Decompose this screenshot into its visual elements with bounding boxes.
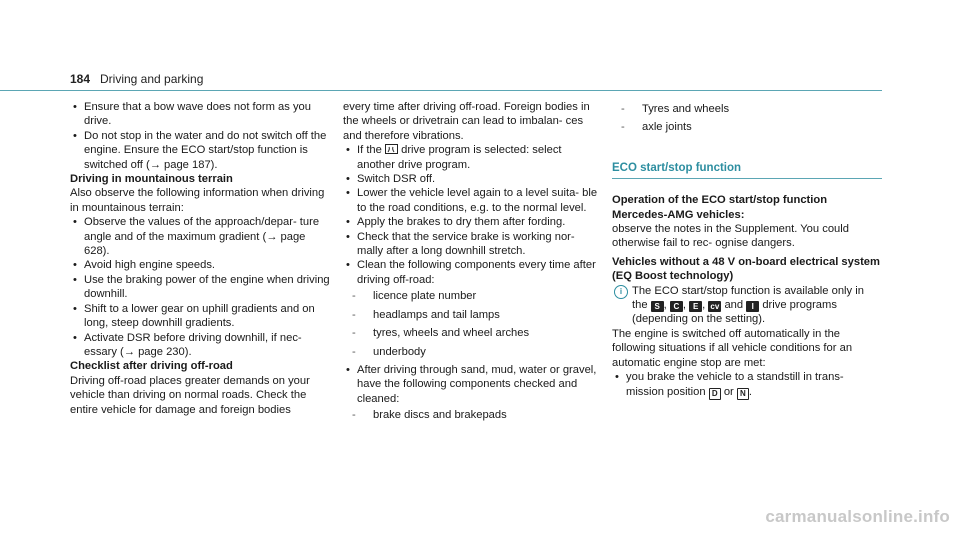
watermark: carmanualsonline.info [765, 507, 950, 526]
bullet-clean-components: • Clean the following components every time after driving off-road: [343, 258, 601, 287]
page-number: 184 [70, 72, 91, 86]
bullet-drive-program-post: drive program is selected: select another drive program. [357, 144, 562, 171]
key-s-icon: S [651, 301, 664, 312]
key-d-icon: D [709, 388, 721, 400]
key-n-icon: N [737, 388, 749, 400]
info-icon: i [614, 285, 628, 299]
page-header [0, 70, 882, 91]
bullet-approach-angle: • Observe the values of the approach/depar- ture angle and of the maximum gradient (→ page 628). [70, 215, 332, 258]
column-left [70, 100, 332, 417]
bullet-dry-brakes: • Apply the brakes to dry them after fording. [343, 215, 601, 229]
column-middle [343, 100, 601, 427]
bullet-drive-program [343, 143, 601, 172]
slippery-road-icon [385, 144, 398, 154]
info-and: and [724, 299, 744, 312]
heading-without-48v: Vehicles without a 48 V on-board electrical system (EQ Boost technology) [612, 255, 880, 283]
heading-mountainous: Driving in mountainous terrain [70, 173, 233, 186]
info-availability: i The ECO start/stop function is available only in the S , C , E , cv and I drive programs (depending on the setting). [612, 284, 882, 327]
bullet-after-sand: • After driving through sand, mud, water or gravel, have the following components checked and cleaned: [343, 363, 601, 406]
dash-licence-plate: - licence plate number [343, 289, 601, 303]
info-pre: The ECO start/stop function is available only in the [632, 284, 864, 312]
paragraph-mountainous: Also observe the following information when driving in mountainous terrain: [70, 187, 325, 214]
key-cv-icon: cv [708, 301, 721, 312]
bullet-brake-pre: you brake the vehicle to a standstill in trans- mission position [626, 371, 844, 398]
key-i-icon: I [746, 301, 759, 312]
bullet-drive-program-pre: If the [357, 144, 382, 157]
bullet-bow-wave: • Ensure that a bow wave does not form as you drive. [70, 100, 332, 129]
bullet-activate-dsr: • Activate DSR before driving downhill, if nec- essary (→ page 230). [70, 331, 332, 360]
bullet-do-not-stop: • Do not stop in the water and do not switch off the engine. Ensure the ECO start/stop function is switched off (→ page 187). [70, 129, 332, 172]
eco-section-title: ECO start/stop function [612, 161, 882, 179]
bullet-brake-standstill: • you brake the vehicle to a standstill in trans- mission position D or N . [612, 370, 882, 399]
bullet-vehicle-level: • Lower the vehicle level again to a level suita- ble to the road conditions, e.g. to the normal level. [343, 186, 601, 215]
bullet-braking-power: • Use the braking power of the engine when driving downhill. [70, 273, 332, 302]
bullet-brake-or: or [723, 385, 734, 398]
key-e-icon: E [689, 301, 702, 312]
dash-brake-discs: - brake discs and brakepads [343, 408, 601, 422]
bullet-lower-gear: • Shift to a lower gear on uphill gradients and on long, steep downhill gradients. [70, 302, 332, 331]
paragraph-checklist: Driving off-road places greater demands on your vehicle than driving on normal roads. Check the entire vehicle for damage and foreign bodies [70, 374, 310, 416]
dash-underbody: - underbody [343, 345, 601, 359]
heading-checklist: Checklist after driving off-road [70, 360, 233, 373]
bullet-dsr-off: • Switch DSR off. [343, 172, 601, 186]
dash-axle-joints: - axle joints [612, 120, 882, 134]
section-title: Driving and parking [100, 72, 204, 86]
bullet-engine-speeds: • Avoid high engine speeds. [70, 258, 332, 272]
key-c-icon: C [670, 301, 683, 312]
paragraph-amg-notes: observe the notes in the Supplement. You could otherwise fail to rec- ognise dangers. [612, 223, 849, 250]
dash-headlamps: - headlamps and tail lamps [343, 308, 601, 322]
paragraph-foreign-bodies: every time after driving off-road. Foreign bodies in the wheels or drivetrain can lead to imbalan- ces and therefore vibrations. [343, 101, 590, 142]
paragraph-engine-switched-off: The engine is switched off automatically in the following situations if all vehicle conditions for an automatic engine stop are met: [612, 327, 853, 369]
bullet-service-brake: • Check that the service brake is working nor- mally after a long downhill stretch. [343, 230, 601, 259]
dash-tyres-wheels: - Tyres and wheels [612, 102, 882, 116]
info-post: drive programs (depending on the setting). [632, 299, 837, 326]
dash-tyres: - tyres, wheels and wheel arches [343, 326, 601, 340]
column-right [612, 100, 882, 400]
heading-amg-operation: Operation of the ECO start/stop function Mercedes-AMG vehicles: [612, 194, 828, 221]
